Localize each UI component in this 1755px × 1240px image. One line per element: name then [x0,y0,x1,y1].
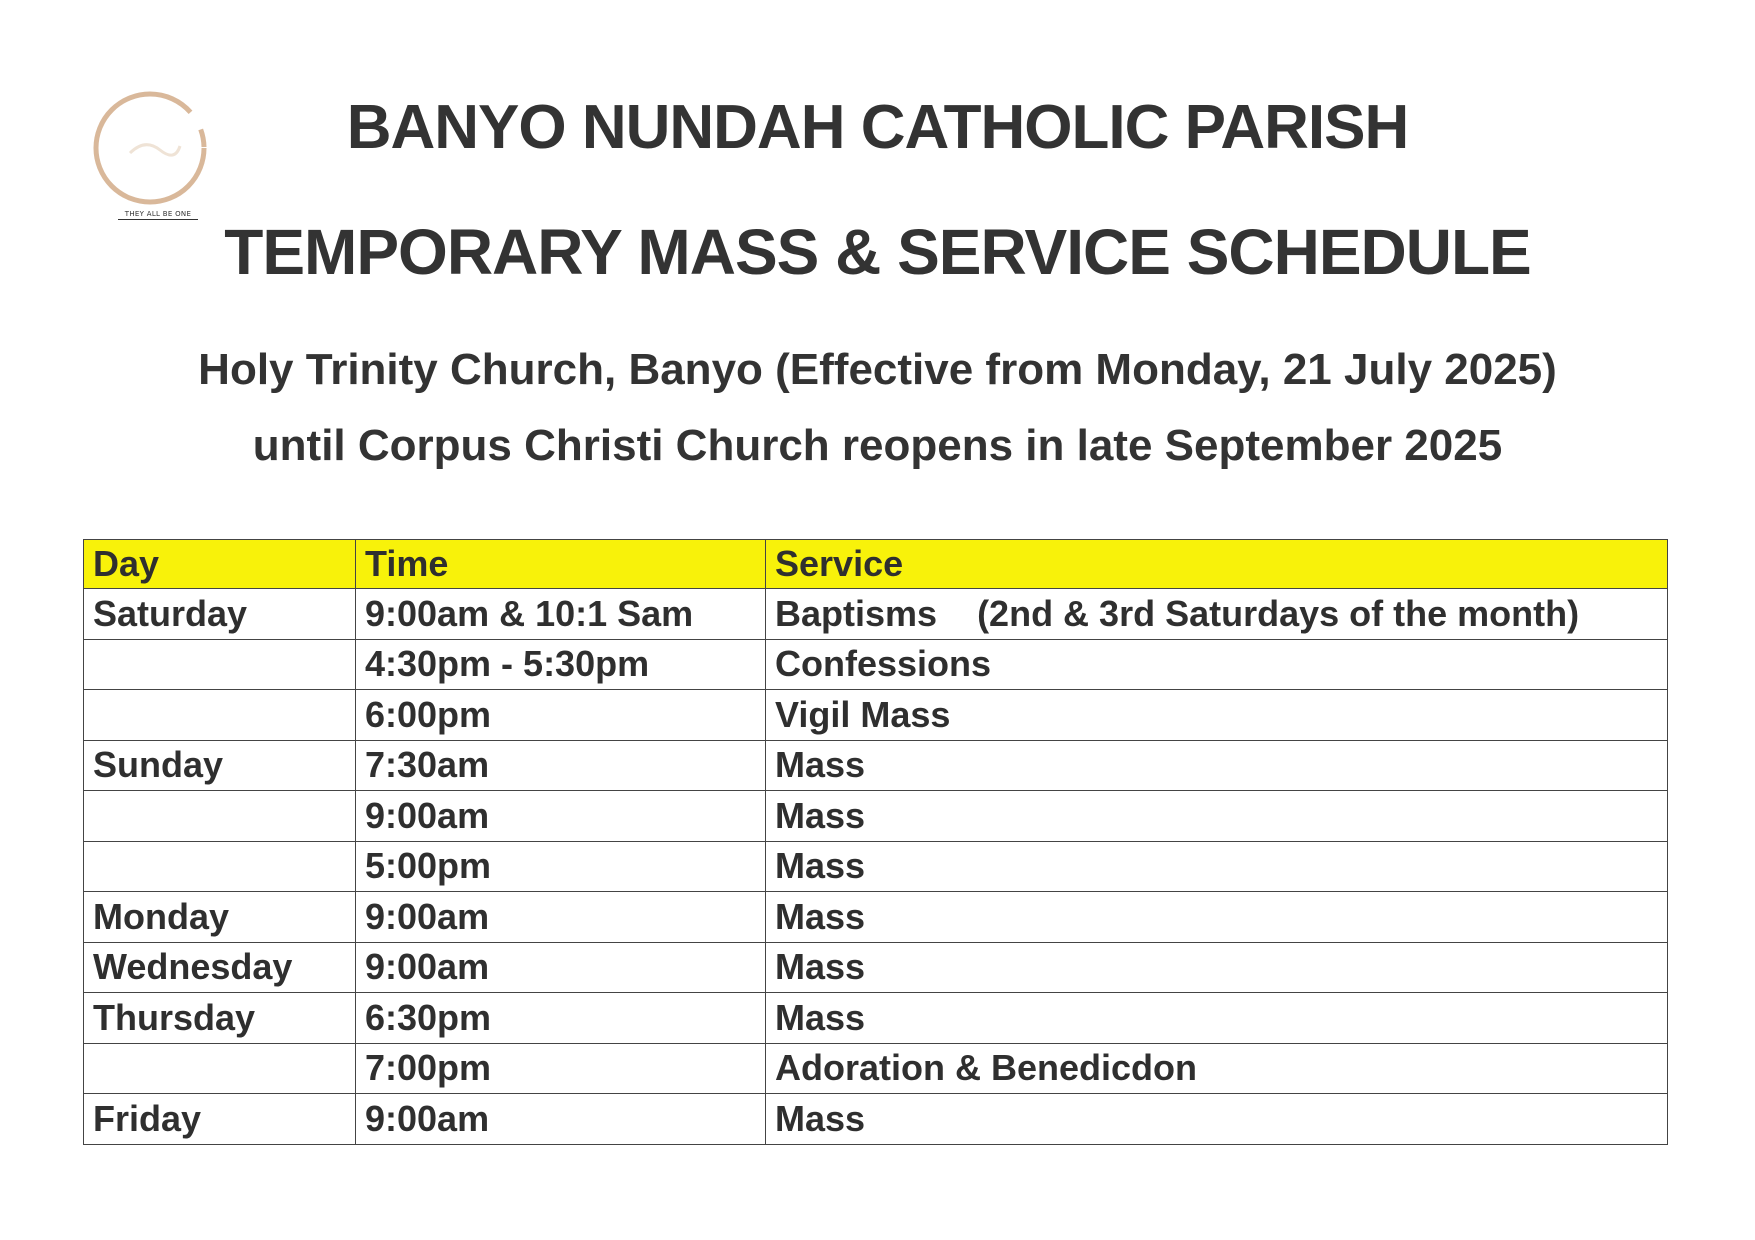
time-cell: 6:00pm [356,690,766,741]
service-cell: Adoration & Benedicdon [766,1043,1668,1094]
service-cell: Mass [766,841,1668,892]
table-header-row [84,540,1668,589]
day-cell: Friday [84,1094,356,1145]
time-cell: 6:30pm [356,993,766,1044]
time-cell: 5:00pm [356,841,766,892]
time-cell: 9:00am [356,942,766,993]
table-row [84,892,1668,943]
table-row [84,740,1668,791]
service-cell [766,589,1668,640]
service-note: (2nd & 3rd Saturdays of the month) [977,592,1580,634]
day-cell [84,1043,356,1094]
service-cell: Vigil Mass [766,690,1668,741]
time-cell: 7:30am [356,740,766,791]
reopening-subheading: until Corpus Christi Church reopens in late September 2025 [252,421,1503,470]
day-cell: Sunday [84,740,356,791]
service-cell: Mass [766,993,1668,1044]
day-cell [84,690,356,741]
column-header-service: Service [766,540,1668,589]
service-cell: Mass [766,791,1668,842]
day-cell [84,841,356,892]
table-row [84,589,1668,640]
table-row [84,841,1668,892]
day-cell: Monday [84,892,356,943]
schedule-title-heading: TEMPORARY MASS & SERVICE SCHEDULE [224,216,1531,288]
service-cell: Mass [766,892,1668,943]
table-row [84,690,1668,741]
day-cell: Wednesday [84,942,356,993]
table-row [84,639,1668,690]
service-name: Baptisms [775,592,938,634]
schedule-table [83,539,1668,1145]
time-cell: 4:30pm - 5:30pm [356,639,766,690]
day-cell: Saturday [84,589,356,640]
service-cell: Mass [766,942,1668,993]
logo-motto: THEY ALL BE ONE [118,210,198,220]
table-row [84,993,1668,1044]
time-cell: 9:00am [356,1094,766,1145]
day-cell [84,639,356,690]
time-cell: 9:00am & 10:1 Sam [356,589,766,640]
service-cell: Confessions [766,639,1668,690]
table-row [84,791,1668,842]
table-row [84,942,1668,993]
day-cell: Thursday [84,993,356,1044]
service-cell: Mass [766,1094,1668,1145]
church-effective-date-subheading: Holy Trinity Church, Banyo (Effective from Monday, 21 July 2025) [198,345,1557,394]
column-header-day: Day [84,540,356,589]
day-cell [84,791,356,842]
table-row [84,1094,1668,1145]
time-cell: 7:00pm [356,1043,766,1094]
column-header-time: Time [356,540,766,589]
parish-name-heading: BANYO NUNDAH CATHOLIC PARISH [346,93,1409,162]
service-cell: Mass [766,740,1668,791]
table-row [84,1043,1668,1094]
time-cell: 9:00am [356,892,766,943]
time-cell: 9:00am [356,791,766,842]
